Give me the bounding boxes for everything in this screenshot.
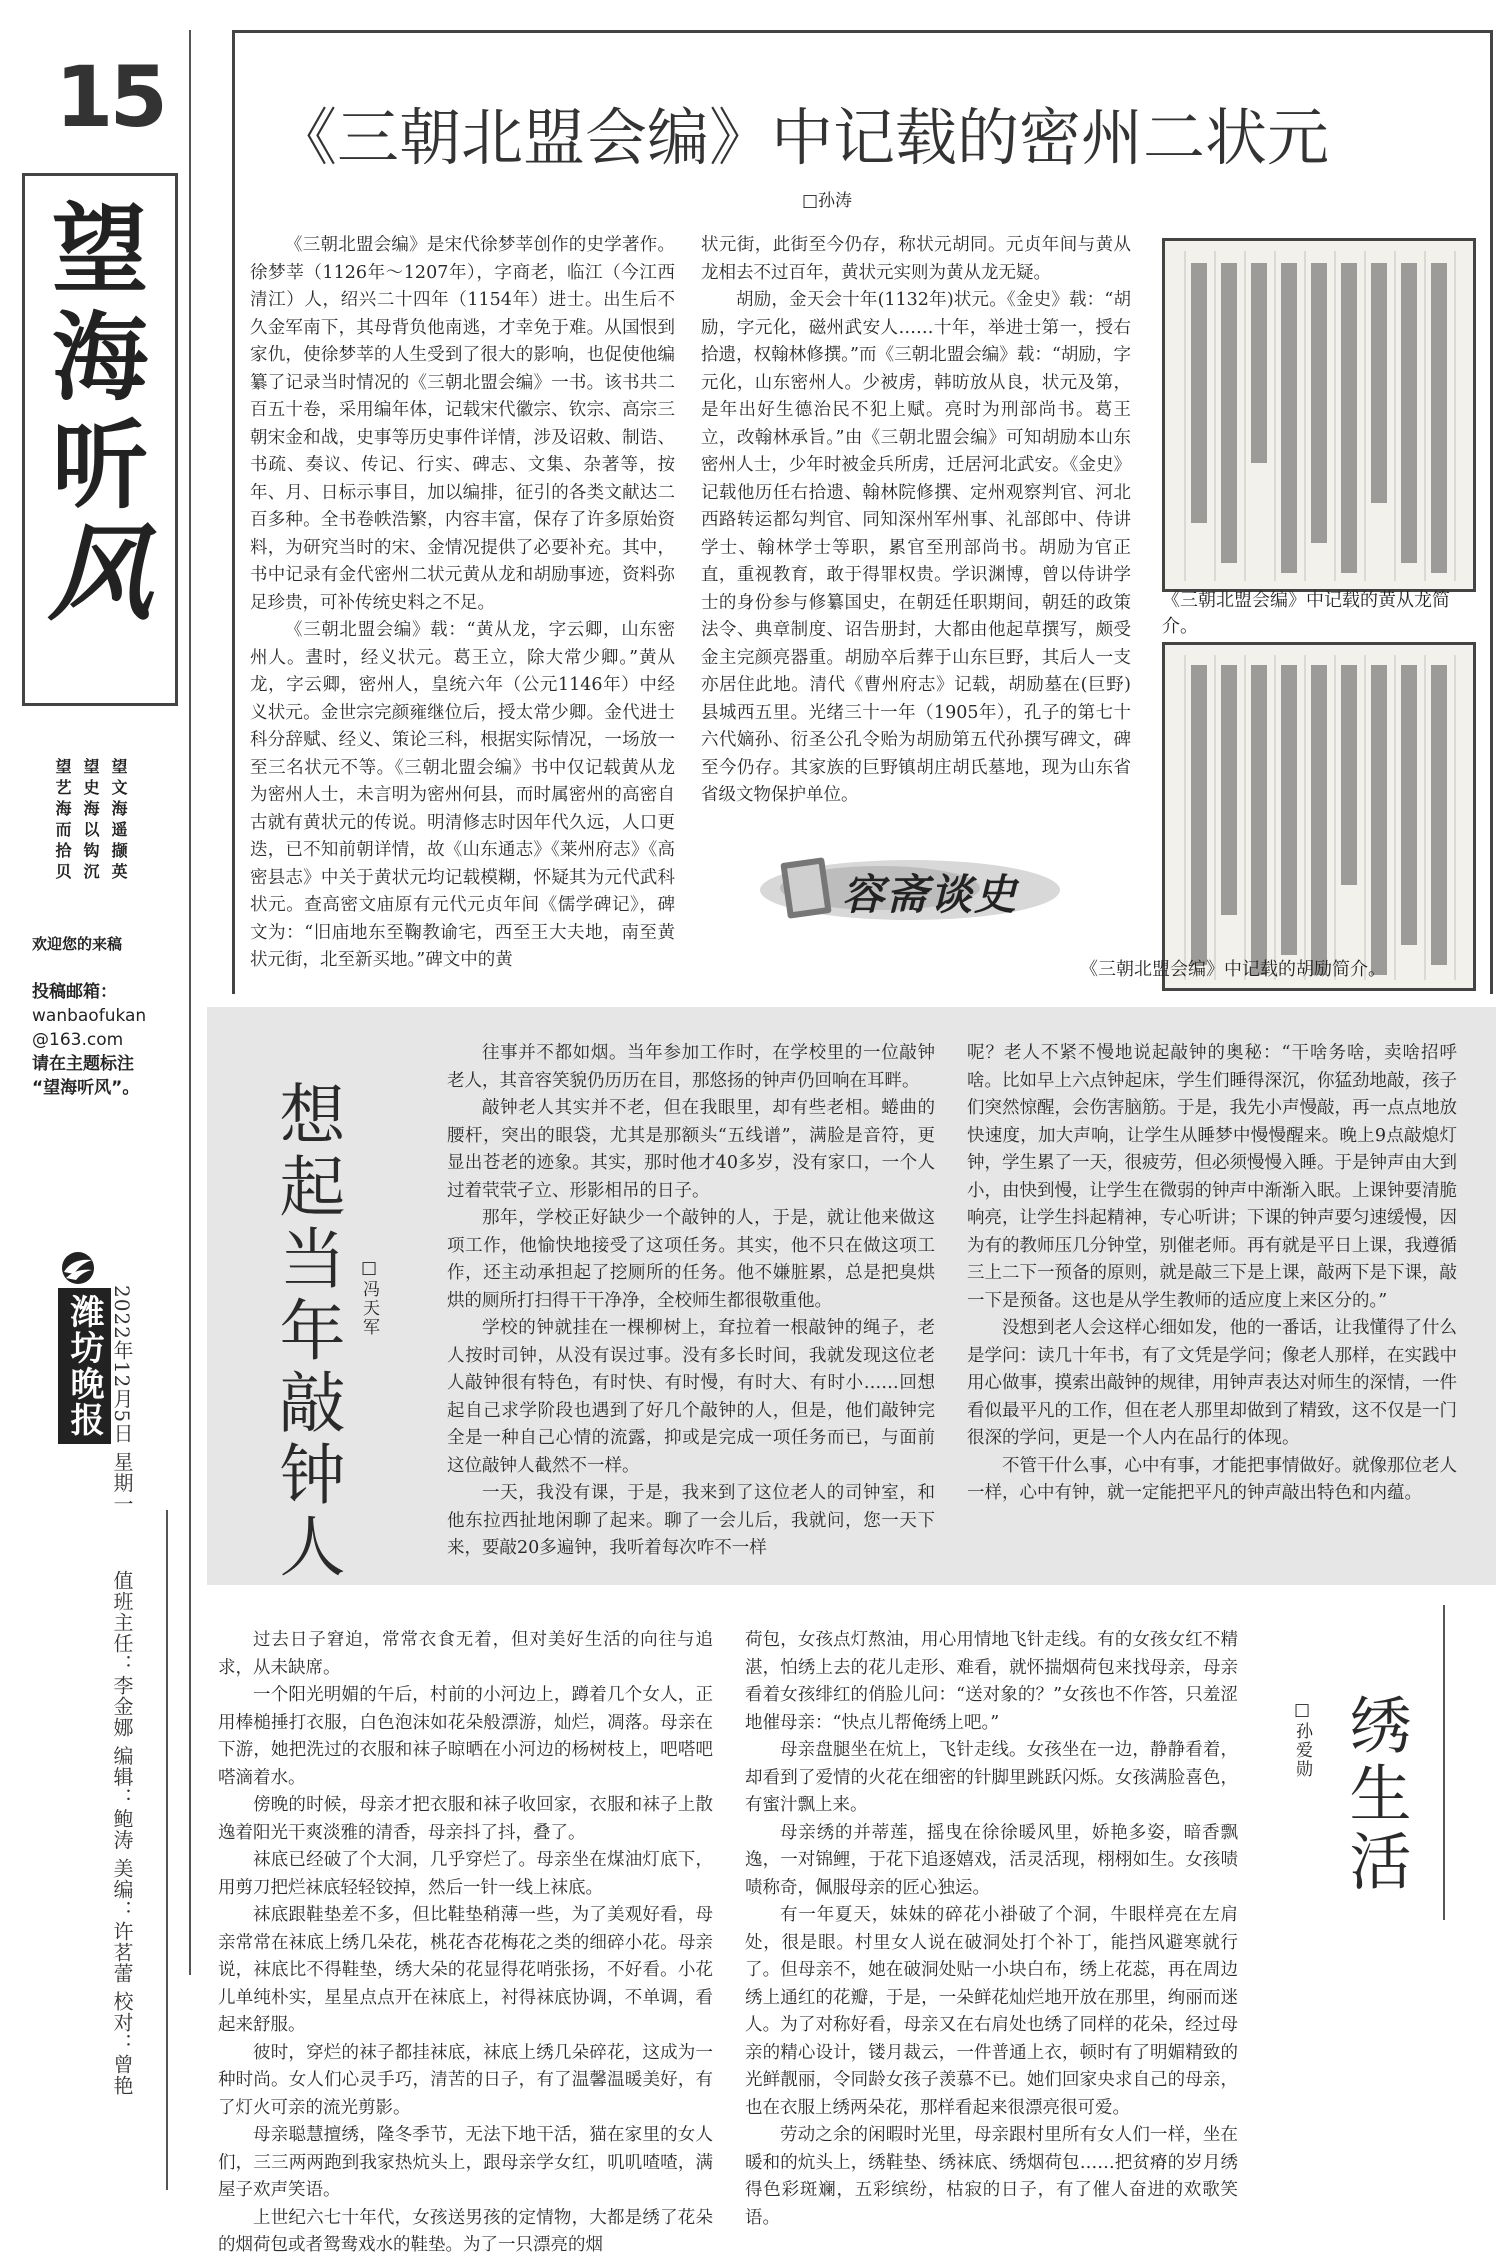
- paragraph: 那年，学校正好缺少一个敲钟的人，于是，就让他来做这项工作，他愉快地接受了这项任务。其实，他不只在做这项工作，还主动承担起了挖厕所的任务。他不嫌脏累，总是把臭烘烘的厕所打扫得干干净净，全校师生都很敬重他。: [447, 1208, 935, 1311]
- column-name-box: [22, 173, 178, 706]
- paragraph: 敲钟老人其实并不老，但在我眼里，却有些老相。蜷曲的腰杆，突出的眼袋，尤其是那额头“五线谱”，满脸是音符，更显出苍老的迹象。其实，那时他才40多岁，没有家口，一个人过着茕茕孑立、形影相吊的日子。: [447, 1098, 935, 1201]
- motto-line-1: 望文海遥撷英: [109, 758, 128, 884]
- submit-label: 投稿邮箱：: [32, 982, 117, 1002]
- paragraph: 荷包，女孩点灯熬油，用心用情地飞针走线。有的女孩女红不精湛，怕绣上去的花儿走形、难看，就怀揣烟荷包来找母亲，母亲看着女孩绯红的俏脸儿问：“送对象的？”女孩也不作答，只羞涩地催母亲：“快点儿帮俺绣上吧。”: [745, 1630, 1238, 1733]
- image-caption-2: 《三朝北盟会编》中记载的胡励简介。: [1080, 959, 1386, 980]
- book-scan-icon: [1165, 645, 1473, 988]
- article2-column-2: [967, 1040, 1457, 1508]
- article2-column-1: [447, 1040, 935, 1563]
- submission-info: [32, 980, 146, 1100]
- page-number: 15: [55, 48, 164, 146]
- paragraph: 袜底已经破了个大洞，几乎穿烂了。母亲坐在煤油灯底下，用剪刀把烂袜底轻轻铰掉，然后一针一线上袜底。: [218, 1850, 713, 1898]
- paragraph: 上世纪六七十年代，女孩送男孩的定情物，大都是绣了花朵的烟荷包或者鸳鸯戏水的鞋垫。为了一只漂亮的烟: [218, 2207, 713, 2255]
- column-name-char: 风: [47, 512, 152, 635]
- book-scan-icon: [1165, 241, 1473, 589]
- section-badge-label: 容斋谈史: [842, 870, 1019, 919]
- article3-accent-rule: [1443, 1605, 1445, 1920]
- article1-column-2: [701, 232, 1131, 810]
- paragraph: 有一年夏天，妹妹的碎花小褂破了个洞，牛眼样亮在左肩处，很是眼。村里女人说在破洞处打个补丁，能挡风避寒就行了。但母亲不，她在破洞处贴一小块白布，绣上花蕊，再在周边绣上通红的花瓣，于是，一朵鲜花灿烂地开放在那里，绚丽而迷人。为了对称好看，母亲又在右肩处也绣了同样的花朵，经过母亲的精心设计，镂月裁云，一件普通上衣，顿时有了明媚精致的光鲜靓丽，令同龄女孩子羡慕不已。她们回家央求自己的母亲，也在衣服上绣两朵花，那样看起来很漂亮很可爱。: [745, 1905, 1238, 2118]
- issue-date: 2022年12月5日 星期一: [110, 1285, 134, 1515]
- paragraph: 胡励，金天会十年(1132年)状元。《金史》载：“胡励，字元化，磁州武安人……十年，举进士第一，授右拾遗，权翰林修撰。”而《三朝北盟会编》载：“胡励，字元化，山东密州人。少被虏，韩昉放从良，状元及第，是年出好生德治民不犯上赋。亮时为刑部尚书。葛王立，改翰林承旨。”由《三朝北盟会编》可知胡励本山东密州人士，少年时被金兵所虏，迁居河北武安。《金史》记载他历任右拾遗、翰林院修撰、定州观察判官、河北西路转运都勾判官、同知深州军州事、礼部郎中、侍讲学士、翰林学士等职，累官至刑部尚书。胡励为官正直，重视教育，敢于得罪权贵。学识渊博，曾以侍讲学士的身份参与修纂国史，在朝廷任职期间，朝廷的政策法令、典章制度、诏告册封，大都由他起草撰写，颇受金主完颜亮器重。胡励卒后葬于山东巨野，其后人一支亦居住此地。清代《曹州府志》记载，胡励墓在(巨野)县城西五里。光绪三十一年（1905年），孔子的第七十六代嫡孙、衍圣公孔令贻为胡励第五代孙撰写碑文，碑至今仍存。其家族的巨野镇胡庄胡氏墓地，现为山东省省级文物保护单位。: [701, 290, 1131, 805]
- wave-logo-icon: [58, 1250, 98, 1286]
- column-divider-lower: [166, 1510, 168, 2190]
- article2-author: □冯天军: [359, 1258, 379, 1337]
- column-divider: [189, 30, 191, 1975]
- paragraph: 呢？老人不紧不慢地说起敲钟的奥秘：“干啥务啥，卖啥招呼啥。比如早上六点钟起床，学生们睡得深沉，你猛劲地敲，孩子们突然惊醒，会伤害脑筋。于是，我先小声慢敲，再一点点地放快速度，加大声响，让学生从睡梦中慢慢醒来。晚上9点敲熄灯钟，学生累了一天，很疲劳，但必须慢慢入睡。于是钟声由大到小，由快到慢，让学生在微弱的钟声中渐渐入眠。上课钟要清脆响亮，让学生抖起精神，专心听讲；下课的钟声要匀速缓慢，因为有的教师压几分钟堂，别催老师。再有就是平日上课，我遵循三上二下一预备的原则，就是敲三下是上课，敲两下是下课，敲一下是预备。这也是从学生教师的适应度上来区分的。”: [967, 1043, 1457, 1311]
- article1-author: □孙涛: [802, 191, 853, 211]
- paragraph: 往事并不都如烟。当年参加工作时，在学校里的一位敲钟老人，其音容笑貌仍历历在目，那悠扬的钟声仍回响在耳畔。: [447, 1043, 935, 1091]
- paragraph: 状元街，此街至今仍存，称状元胡同。元贞年间与黄从龙相去不过百年，黄状元实则为黄从龙无疑。: [701, 235, 1131, 283]
- paragraph: 劳动之余的闲暇时光里，母亲跟村里所有女人们一样，坐在暖和的炕头上，绣鞋垫、绣袜底、绣烟荷包……把贫瘠的岁月绣得色彩斑斓，五彩缤纷，枯寂的日子，有了催人奋进的欢歌笑语。: [745, 2125, 1238, 2228]
- book-page-image-2: [1162, 642, 1476, 991]
- column-name-char: 海: [52, 301, 148, 414]
- image-caption-1: 《三朝北盟会编》中记载的黄从龙简介。: [1162, 590, 1450, 637]
- paragraph: 母亲绣的并蒂莲，摇曳在徐徐暖风里，娇艳多姿，暗香飘逸，一对锦鲤，于花下追逐嬉戏，活灵活现，栩栩如生。女孩啧啧称奇，佩服母亲的匠心独运。: [745, 1822, 1238, 1898]
- book-page-image-1: [1162, 238, 1476, 592]
- article1-column-1: [250, 232, 675, 975]
- welcome-text: 欢迎您的来稿: [32, 935, 123, 953]
- article1-title: 《三朝北盟会编》中记载的密州二状元: [275, 101, 1330, 174]
- motto-line-2: 望史海以钩沉: [81, 758, 100, 884]
- paragraph: 不管干什么事，心中有事，才能把事情做好。就像那位老人一样，心中有钟，就一定能把平凡的钟声敲出特色和内蕴。: [967, 1455, 1457, 1503]
- paragraph: 袜底跟鞋垫差不多，但比鞋垫稍薄一些，为了美观好看，母亲常常在袜底上绣几朵花，桃花杏花梅花之类的细碎小花。母亲说，袜底比不得鞋垫，绣大朵的花显得花哨张扬，不好看。小花儿单纯朴实，星星点点开在袜底上，衬得袜底协调，不单调，看起来舒服。: [218, 1905, 713, 2035]
- column-name-char: 听: [52, 409, 148, 522]
- email-domain[interactable]: @163.com: [32, 1030, 124, 1050]
- article3-author: □孙爱勋: [1292, 1700, 1312, 1779]
- paragraph: 母亲聪慧擅绣，隆冬季节，无法下地干活，猫在家里的女人们，三三两两跑到我家热炕头上，跟母亲学女红，叽叽喳喳，满屋子欢声笑语。: [218, 2125, 713, 2200]
- paragraph: 过去日子窘迫，常常衣食无着，但对美好生活的向往与追求，从未缺席。: [218, 1630, 713, 1678]
- staff-credits: 值班主任：李金娜 编辑：鲍涛 美编：许茗蕾 校对：曾艳: [110, 1570, 134, 2097]
- submit-note: 请在主题标注: [32, 1054, 134, 1074]
- email-user[interactable]: wanbaofukan: [32, 1006, 147, 1026]
- paragraph: 《三朝北盟会编》载：“黄从龙，字云卿，山东密州人。晝时，经义状元。葛王立，除大常少卿。”黄从龙，字云卿，密州人，皇统六年（公元1146年）中经义状元。金世宗完颜雍继位后，授太常少卿。金代进士科分辞赋、经义、策论三科，根据实际情况，一场放一至三名状元不等。《三朝北盟会编》书中仅记载黄从龙为密州人士，未言明为密州何县，而时属密州的高密自古就有黄状元的传说。明清修志时因年代久远，人口更迭，已不知前朝详情，故《山东通志》《莱州府志》《高密县志》中关于黄状元均记载模糊，怀疑其为元代武科状元。查高密文庙原有元代元贞年间《儒学碑记》，碑文为：“旧庙地东至鞠教谕宅，西至王大夫地，南至黄状元街，北至新买地。”碑文中的黄: [250, 620, 675, 970]
- paragraph: 傍晚的时候，母亲才把衣服和袜子收回家，衣服和袜子上散逸着阳光干爽淡雅的清香，母亲抖了抖，叠了。: [218, 1795, 713, 1843]
- paragraph: 一天，我没有课，于是，我来到了这位老人的司钟室，和他东拉西扯地闲聊了起来。聊了一会儿后，我就问，您一天下来，要敲20多遍钟，我听着每次咋不一样: [447, 1483, 935, 1558]
- article2-title: 想起当年敲钟人: [268, 1080, 345, 1584]
- paragraph: 一个阳光明媚的午后，村前的小河边上，蹲着几个女人，正用棒槌捶打衣服，白色泡沫如花朵般漂游，灿烂，凋落。母亲在下游，她把洗过的衣服和袜子晾晒在小河边的杨树枝上，吧嗒吧嗒滴着水。: [218, 1685, 713, 1788]
- paragraph: 《三朝北盟会编》是宋代徐梦莘创作的史学著作。徐梦莘（1126年～1207年），字商老，临江（今江西清江）人，绍兴二十四年（1154年）进士。出生后不久金军南下，其母背负他南逃，才幸免于难。从国恨到家仇，使徐梦莘的人生受到了很大的影响，也促使他编纂了记录当时情况的《三朝北盟会编》一书。该书共二百五十卷，采用编年体，记载宋代徽宗、钦宗、高宗三朝宋金和战，史事等历史事件详情，涉及诏敕、制诰、书疏、奏议、传记、行实、碑志、文集、杂著等，按年、月、日标示事目，加以编排，征引的各类文献达二百多种。全书卷帙浩繁，内容丰富，保存了许多原始资料，为研究当时的宋、金情况提供了必要补充。其中，书中记录有金代密州二状元黄从龙和胡励事迹，资料弥足珍贵，可补传统史料之不足。: [250, 235, 675, 613]
- motto-line-3: 望艺海而拾贝: [53, 758, 72, 884]
- paragraph: 没想到老人会这样心细如发，他的一番话，让我懂得了什么是学问：读几十年书，有了文凭是学问；像老人那样，在实践中用心做事，摸索出敲钟的规律，用钟声表达对师生的深情，一件看似最平凡的工作，但在老人那里却做到了精致，这不仅是一门很深的学问，更是一个人内在品行的体现。: [967, 1318, 1457, 1448]
- paragraph: 彼时，穿烂的袜子都挂袜底，袜底上绣几朵碎花，这成为一种时尚。女人们心灵手巧，清苦的日子，有了温馨温暖美好，有了灯火可亲的流光剪影。: [218, 2042, 713, 2118]
- article3-column-2: [745, 1627, 1238, 2232]
- submit-note: “望海听风”。: [32, 1078, 140, 1098]
- article3-title: 绣生活: [1339, 1693, 1412, 1897]
- article3-column-1: [218, 1627, 713, 2260]
- paragraph: 母亲盘腿坐在炕上，飞针走线。女孩坐在一边，静静看着，却看到了爱情的火花在细密的针脚里跳跃闪烁。女孩满脸喜色，有蜜汁飘上来。: [745, 1740, 1238, 1815]
- paragraph: 学校的钟就挂在一棵柳树上，耷拉着一根敲钟的绳子，老人按时司钟，从没有误过事。没有多长时间，我就发现这位老人敲钟很有特色，有时快、有时慢，有时大、有时小……回想起自己求学阶段也遇到了好几个敲钟的人，但是，他们敲钟完全是一种自己心情的流露，抑或是完成一项任务而已，与面前这位敲钟人截然不一样。: [447, 1318, 935, 1476]
- newspaper-name: 潍坊晚报: [58, 1288, 111, 1444]
- column-name-char: 望: [52, 193, 148, 306]
